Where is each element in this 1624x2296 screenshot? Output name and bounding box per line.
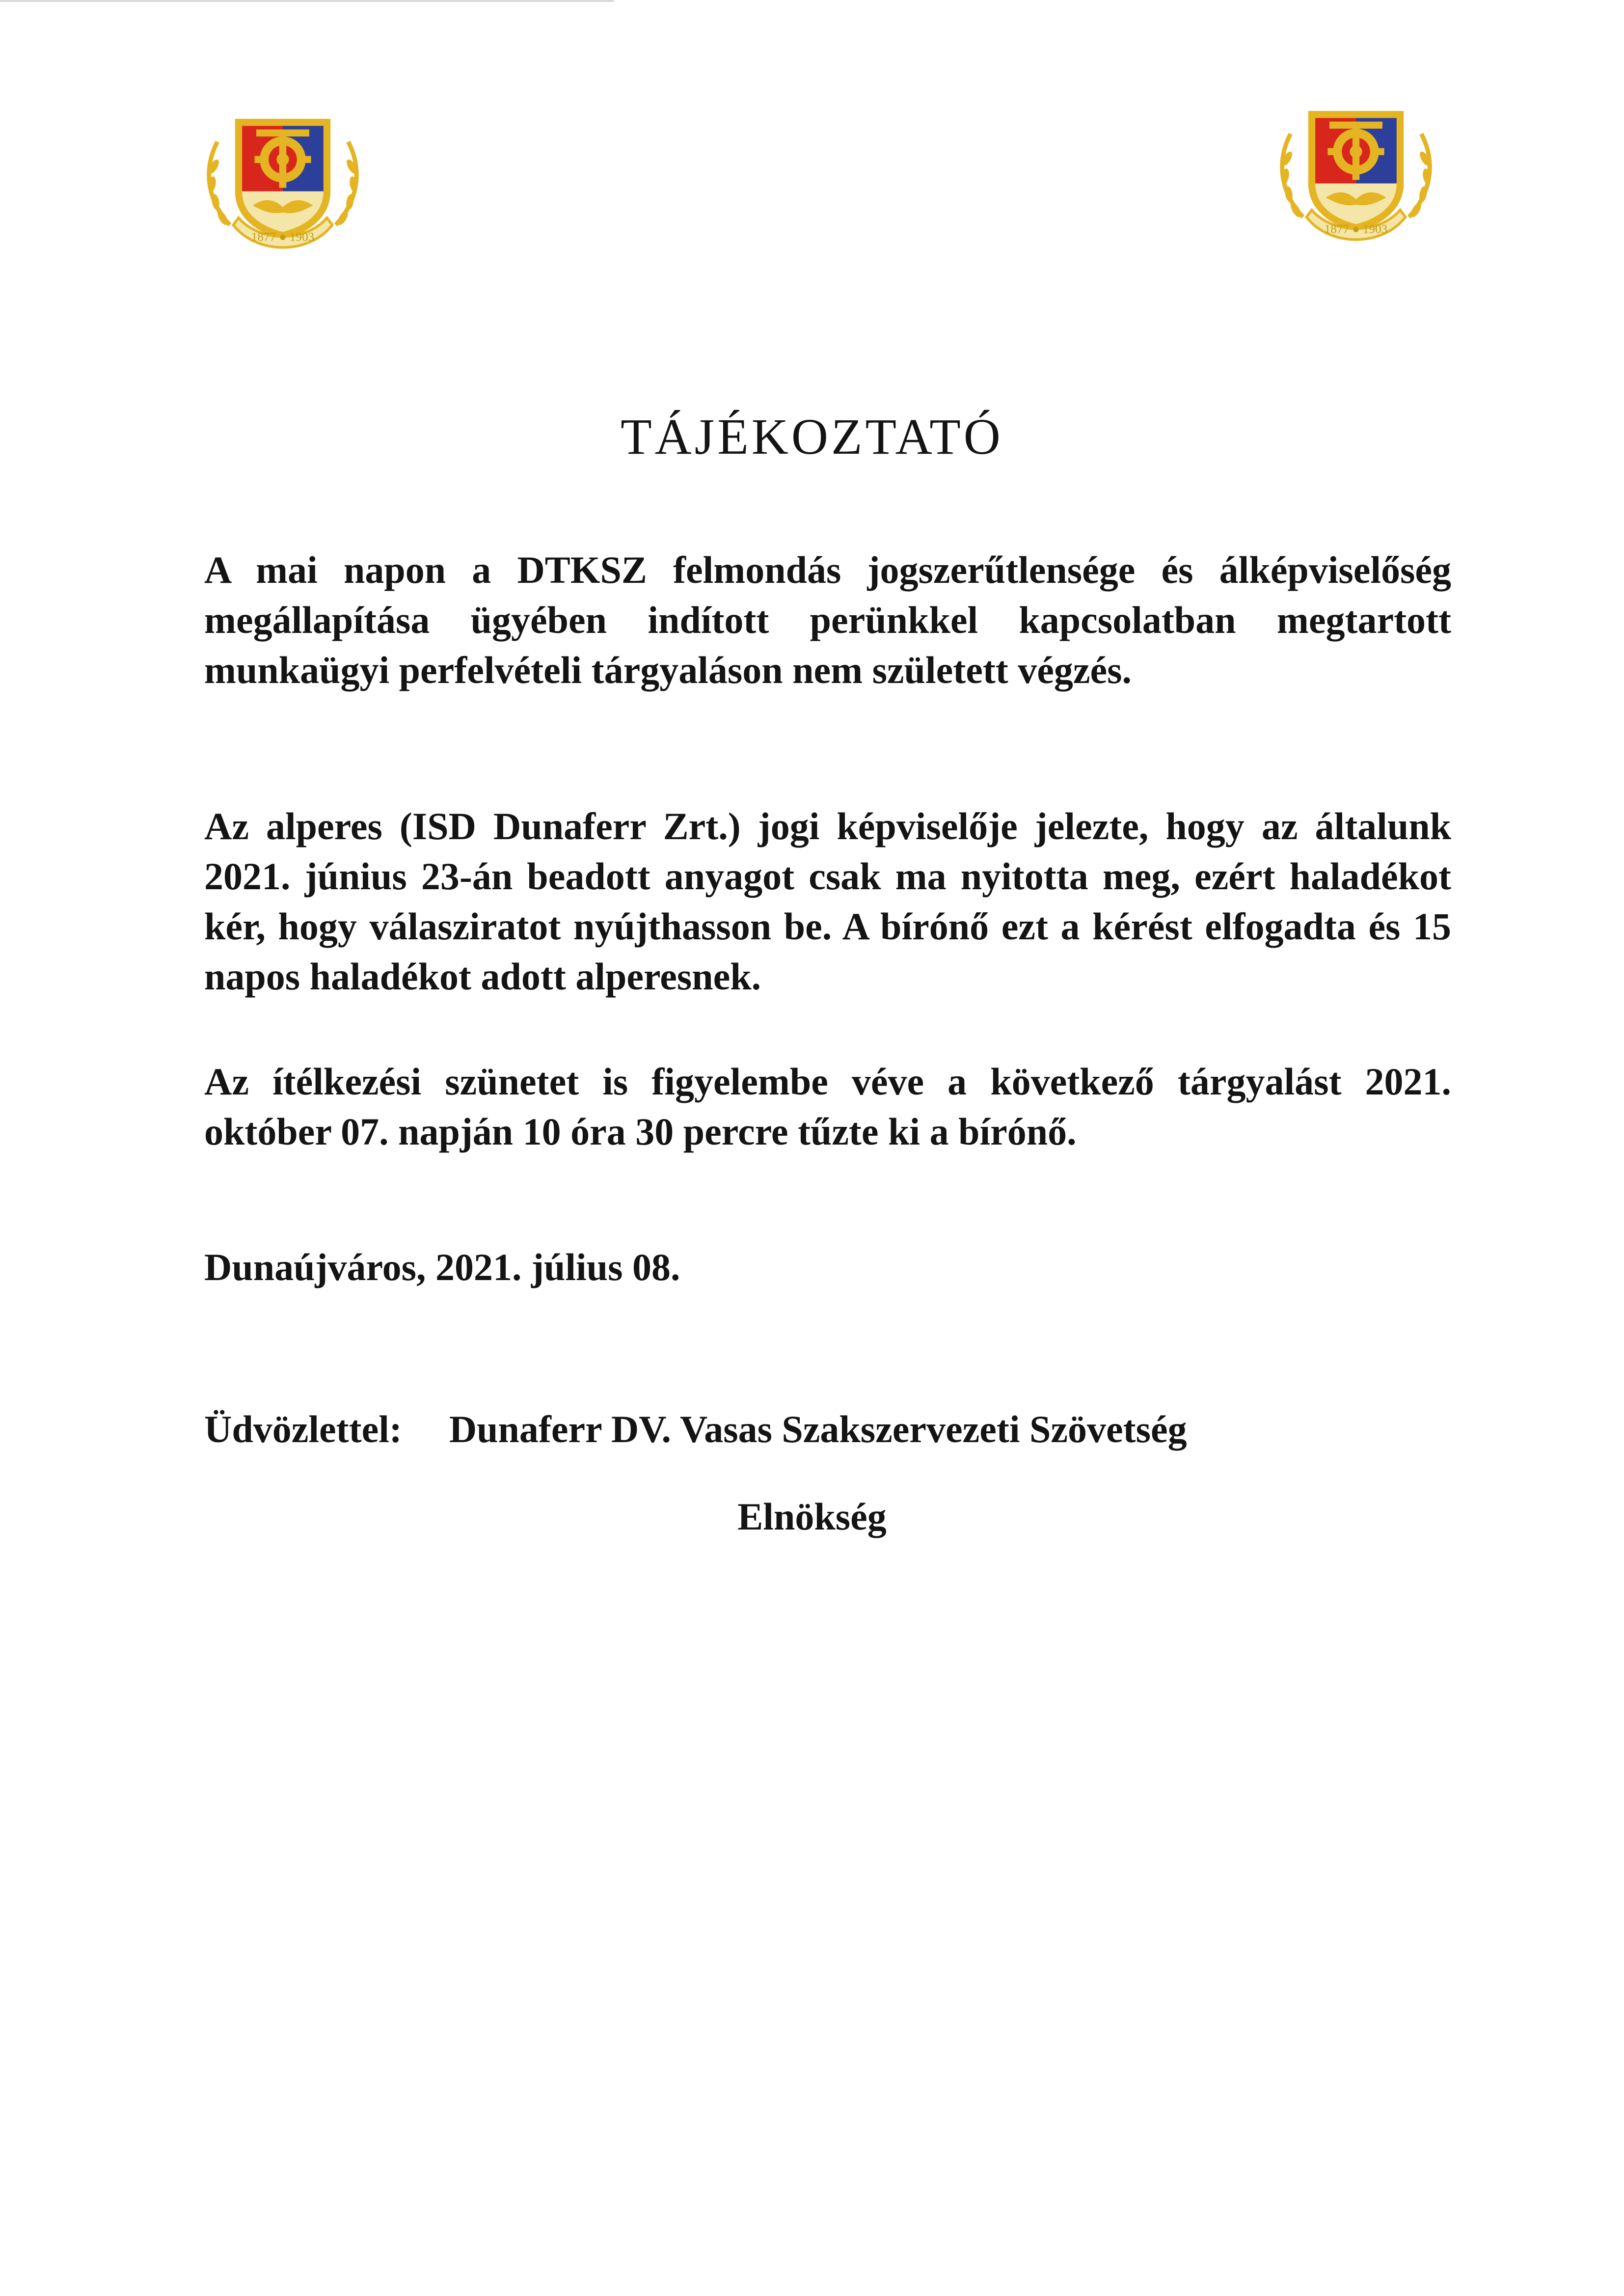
union-emblem-right-icon [1268,84,1444,261]
organization-name: Dunaferr DV. Vasas Szakszervezeti Szövetség [449,1408,1187,1450]
scan-edge-line [0,0,614,2]
date-line: Dunaújváros, 2021. július 08. [204,1246,680,1288]
paragraph-2: Az alperes (ISD Dunaferr Zrt.) jogi képviselője jelezte, hogy az általunk 2021. június 23-án beadott anyagot csak ma nyitotta meg, ezért haladékot kér, hogy válasziratot nyújthasson be. A bírónő ezt a kérést elfogadta és 15 napos haladékot adott alperesnek. [204,805,1451,998]
document-title: TÁJÉKOZTATÓ [621,409,1003,465]
signature-board: Elnökség [737,1495,887,1538]
paragraph-3: Az ítélkezési szünetet is figyelembe véve a következő tárgyalást 2021. október 07. napján 10 óra 30 percre tűzte ki a bírónő. [204,1060,1451,1153]
greeting-label: Üdvözlettel: [204,1408,402,1450]
paragraph-1: A mai napon a DTKSZ felmondás jogszerűtlensége és álképviselőség megállapítása ügyében indított perünkkel kapcsolatban megtartott munkaügyi perfelvételi tárgyaláson nem született végzés. [204,548,1451,691]
emblem-years-right: 1877 ● 1903 [1324,222,1388,236]
union-emblem-left-icon [194,92,371,269]
emblem-years-left: 1877 ● 1903 [251,230,315,244]
closing-greeting [204,1404,1187,1454]
